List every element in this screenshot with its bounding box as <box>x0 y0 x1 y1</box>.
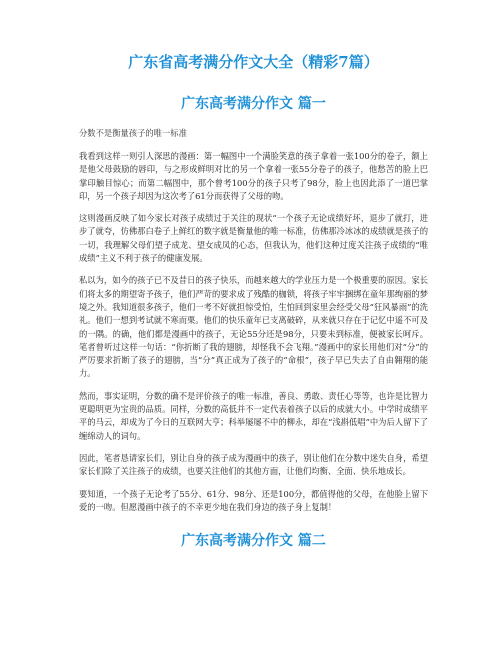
paragraph-2: 这则漫画反映了如今家长对孩子成绩过于关注的现状“一个孩子无论成绩好坏，退步了就打，进步了就夸，仿佛那白卷子上鲜红的数字就是衡量他的唯一标准，仿佛那冷冰冰的成绩就是孩子的一切，我理解父母们望子成龙、望女成凤的心态，但我认为，他们这种过度关注孩子成绩的“唯成绩”主义不利于孩子的健康发展。 <box>79 213 428 264</box>
section-heading-1: 广东高考满分作文 篇一 <box>181 96 326 112</box>
section-heading-2: 广东高考满分作文 篇二 <box>181 533 326 550</box>
paragraph-5: 因此，笔者恳请家长们，别让自身的孩子成为漫画中的孩子，别让他们在分数中迷失自身，希望家长们除了关注孩子的成绩，也要关注他们的其他方面，让他们均衡、全面、快乐地成长。 <box>79 452 428 477</box>
essay-subheading: 分数不是衡量孩子的唯一标准 <box>79 128 187 138</box>
paragraph-4: 然而，事实证明，分数的确不是评价孩子的唯一标准，善良、勇敢、责任心等等，也许是比智力更聪明更为宝贵的品质。同样，分数的高低并不一定代表着孩子以后的成就大小。中学时成绩平平的马云，却成为了今日的互联网大亨；科举屡屡不中的柳永，却在“浅斟低唱”中为后人留下了缠绵动人的词句。 <box>79 390 428 441</box>
paragraph-6: 要知道，一个孩子无论考了55分、61分、98分、还是100分，都值得他的父母，在他脸上留下爱的一吻。但愿漫画中孩子的不幸更少地在我们身边的孩子身上复制！ <box>79 488 428 512</box>
document-title: 广东省高考满分作文大全（精彩7篇） <box>128 53 379 71</box>
paragraph-1: 我看到这样一则引人深思的漫画：第一幅图中一个满脸笑意的孩子拿着一张100分的卷子，额上是他父母鼓励的唇印，与之形成鲜明对比的另一个拿着一张55分卷子的孩子，他愁苦的脸上巴掌印触目惊心；而第二幅图中，那个曾考100分的孩子只考了98分，脸上也因此添了一道巴掌印，另一个孩子却因为这次考了61分而获得了父母的吻。 <box>79 151 428 201</box>
paragraph-3: 私以为，如今的孩子已不及昔日的孩子快乐，而越来越大的学业压力是一个极重要的原因。家长们将太多的期望寄予孩子，他们严苛的要求成了残酷的枷锁，将孩子牢牢捆绑在童年那绚丽的梦境之外。我知道很多孩子，他们一考不好就担惊受怕，生怕回到家里会经受父母“狂风暴雨”的洗礼。他们一想到考试就不寒而栗。他们的快乐童年已支离破碎，从来就只存在于记忆中遥不可及的一隅。的确，他们都是漫画中的孩子，无论55分还是98分，只要未到标准，便被家长呵斥。笔者曾听过这样一句话：“你折断了我的翅膀，却怪我不会飞翔。”漫画中的家长用他们对“分”的严厉要求折断了孩子的翅膀，当“分”真正成为了孩子的“命根”，孩子早已失去了自由翱翔的能力。 <box>79 275 428 379</box>
